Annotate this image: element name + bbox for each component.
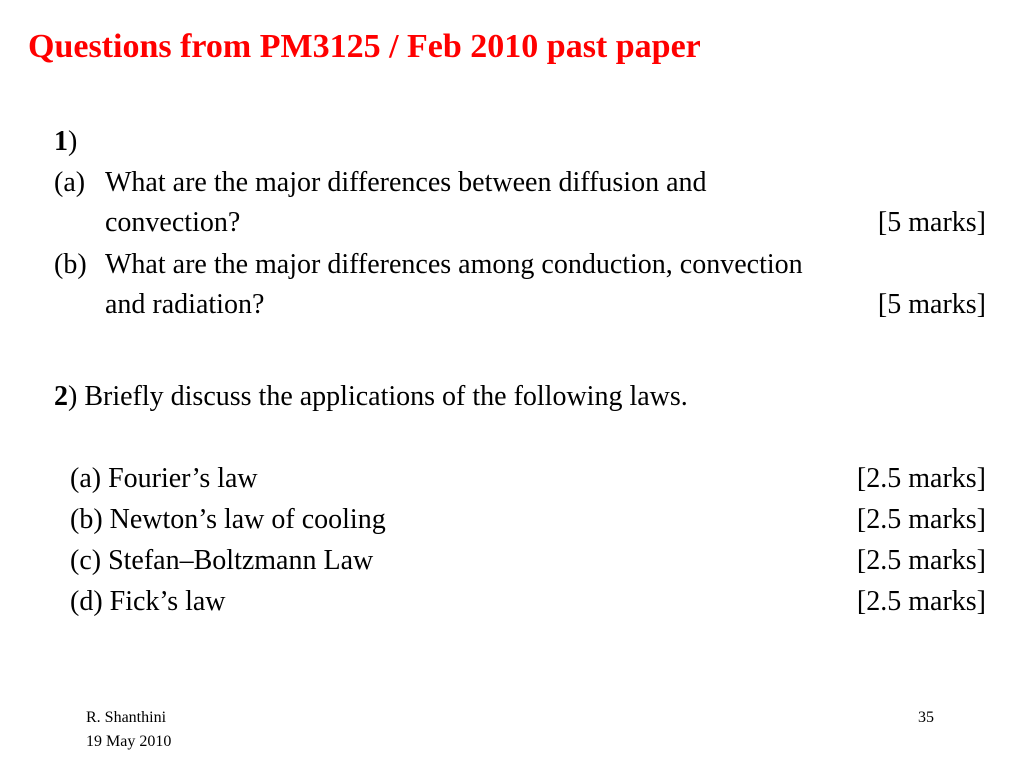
question-2d-text: (d) Fick’s law — [70, 586, 226, 617]
question-1b-line2: and radiation? — [105, 289, 265, 320]
question-1-paren: ) — [68, 126, 78, 157]
question-2c-marks: [2.5 marks] — [856, 545, 986, 576]
question-2a-text: (a) Fourier’s law — [70, 463, 258, 494]
question-1a-marks: [5 marks] — [877, 207, 986, 238]
question-1b-line1: What are the major differences among conduction, convection — [105, 249, 803, 280]
slide-title: Questions from PM3125 / Feb 2010 past paper — [28, 28, 701, 65]
question-1-number: 1 — [54, 126, 68, 157]
question-2-heading — [54, 383, 688, 411]
question-2-paren: ) — [68, 381, 78, 412]
question-1b-label: (b) — [54, 249, 87, 280]
question-1b-marks: [5 marks] — [877, 289, 986, 320]
footer-page-number: 35 — [918, 709, 934, 726]
question-2b-text: (b) Newton’s law of cooling — [70, 504, 386, 535]
question-1a-line1: What are the major differences between diffusion and — [105, 167, 707, 198]
footer-date: 19 May 2010 — [86, 733, 172, 750]
question-2d-marks: [2.5 marks] — [856, 586, 986, 617]
question-2c-text: (c) Stefan–Boltzmann Law — [70, 545, 374, 576]
footer-author: R. Shanthini — [86, 709, 167, 726]
question-2-text: Briefly discuss the applications of the following laws. — [77, 381, 688, 412]
question-1-heading — [54, 128, 77, 156]
question-2b-marks: [2.5 marks] — [856, 504, 986, 535]
question-1a-line2: convection? — [105, 207, 241, 238]
question-1a-label: (a) — [54, 167, 86, 198]
question-2-number: 2 — [54, 381, 68, 412]
question-2a-marks: [2.5 marks] — [856, 463, 986, 494]
